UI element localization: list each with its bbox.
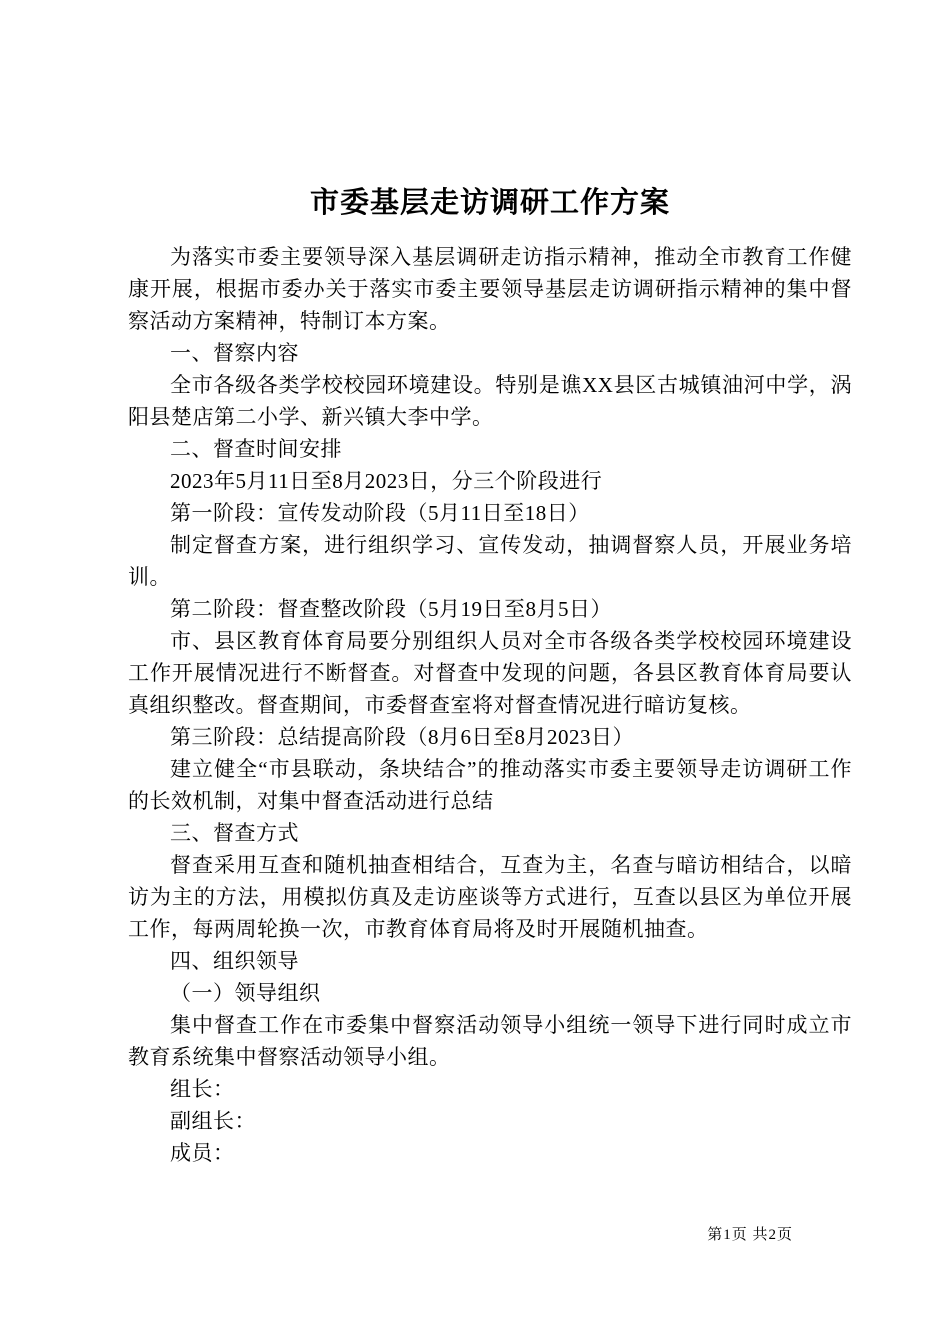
paragraph-group-leader: 组长： bbox=[170, 1077, 235, 1101]
paragraph-deputy-leader: 副组长： bbox=[170, 1109, 256, 1133]
paragraph-stage-2: 第二阶段：督查整改阶段（5月19日至8月5日） bbox=[170, 597, 612, 621]
paragraph: 全市各级各类学校校园环境建设。特别是谯XX县区古城镇油河中学，涡阳县楚店第二小学、新兴镇大李中学。 bbox=[128, 373, 852, 429]
paragraph: 集中督查工作在市委集中督察活动领导小组统一领导下进行同时成立市教育系统集中督察活动领导小组。 bbox=[128, 1013, 852, 1069]
paragraph-intro: 为落实市委主要领导深入基层调研走访指示精神，推动全市教育工作健康开展，根据市委办关于落实市委主要领导基层走访调研指示精神的集中督察活动方案精神，特制订本方案。 bbox=[128, 245, 852, 333]
paragraph-stage-3: 第三阶段：总结提高阶段（8月6日至8月2023日） bbox=[170, 725, 634, 749]
document-title: 市委基层走访调研工作方案 bbox=[309, 187, 670, 219]
heading-section-2: 二、督查时间安排 bbox=[170, 437, 342, 461]
paragraph: 制定督查方案，进行组织学习、宣传发动，抽调督察人员，开展业务培训。 bbox=[128, 533, 852, 589]
heading-section-1: 一、督察内容 bbox=[170, 341, 299, 365]
heading-subsection-1: （一）领导组织 bbox=[170, 981, 321, 1005]
paragraph: 2023年5月11日至8月2023日，分三个阶段进行 bbox=[170, 469, 603, 493]
heading-section-4: 四、组织领导 bbox=[170, 949, 299, 973]
paragraph-stage-1: 第一阶段：宣传发动阶段（5月11日至18日） bbox=[170, 501, 590, 525]
paragraph-members: 成员： bbox=[170, 1141, 235, 1165]
paragraph: 督查采用互查和随机抽查相结合，互查为主，名查与暗访相结合，以暗访为主的方法，用模拟仿真及走访座谈等方式进行，互查以县区为单位开展工作，每两周轮换一次，市教育体育局将及时开展随机抽查。 bbox=[128, 853, 852, 941]
document-content bbox=[128, 183, 852, 1169]
heading-section-3: 三、督查方式 bbox=[170, 821, 299, 845]
paragraph: 建立健全“市县联动，条块结合”的推动落实市委主要领导走访调研工作的长效机制，对集中督查活动进行总结 bbox=[128, 757, 852, 813]
page-number-footer: 第1页 共2页 bbox=[707, 1227, 793, 1243]
paragraph: 市、县区教育体育局要分别组织人员对全市各级各类学校校园环境建设工作开展情况进行不断督查。对督查中发现的问题，各县区教育体育局要认真组织整改。督查期间，市委督查室将对督查情况进行暗访复核。 bbox=[128, 629, 852, 717]
